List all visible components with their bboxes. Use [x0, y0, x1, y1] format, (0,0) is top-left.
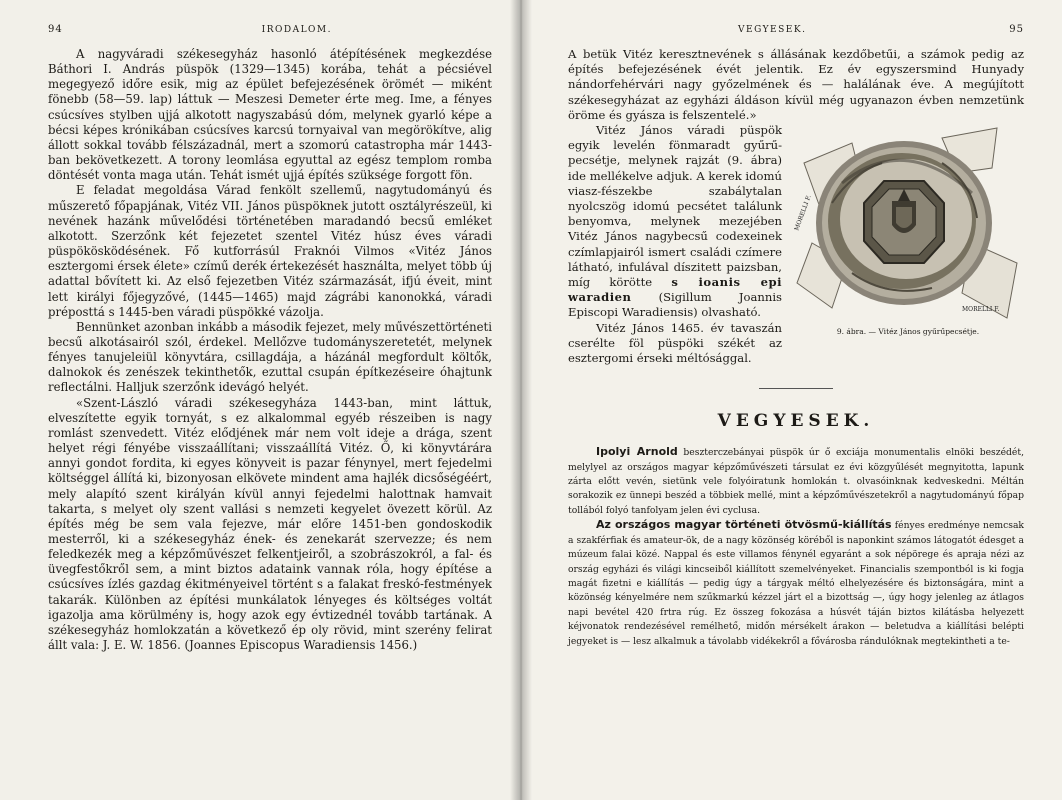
right-running-head: [568, 24, 1024, 35]
right-running-title: VEGYESEK.: [738, 25, 807, 35]
seal-paragraph-before: Vitéz János váradi püspök egyik levelén fönmaradt gyűrű-pecsétje, melynek rajzát (9. ábra) ide mellékelve adjuk. A kerek idomú viasz-fészekbe szabálytalan nyolcszög idomú pecsétet találunk benyomva, melynek mezejében Vitéz János nagybecsű codexeinek czímlapjairól ismert családi czímere látható, infulával díszitett paizsban, míg körötte: [568, 123, 782, 290]
misc-item-2-lead: Az országos magyar történeti ötvösmű-kiállítás: [596, 518, 892, 532]
seal-paragraph-after: (Sigillum Joannis Episcopi Waradiensis) olvasható.: [568, 290, 782, 320]
left-paragraph-1: A nagyváradi székesegyház hasonló átépítésének megkezdése Báthori I. András püspök (1329—1345) korába, tehát a pécsiével megegyező időre esik, mig az épület befejezésének örömét — miként fönebb (58—59. lap) láttuk — Meszesi Demeter érte meg. Ime, a fényes csúcsíves stylben ujjá alkotott nagyszabású dóm, melynek gyarló képe a bécsi képes krónikában csúcsíves karcsú tornyaival van megörökítve, alig állott sokkal tovább félszázadnál, mert a szomorú catastropha már 1443-ban bekövetkezett. A torony leomlása egyuttal az egész templom romba döntését vonta maga után. Tehát ismét ujjá építés szüksége forgott fön.: [48, 47, 492, 183]
right-page-number: 95: [1009, 24, 1024, 35]
right-page: [518, 0, 1062, 800]
left-page: [0, 0, 518, 800]
misc-item-1-text: beszterczebányai püspök úr ő exciája monumentalis elnöki beszédét, melylyel az országos magyar képzőművészeti társulat ez évi közgyűlését megnyitotta, lapunk zárta előtt vevén, sietünk vele folyóiratunk homlokán t. olvasóinknak kedveskedni. Méltán sorakozik ez ünnepi beszéd a többiek mellé, mint a képzőművészetekről a nagytudományú főpap tollából folyó tanfolyam jelen évi cyclusa.: [568, 447, 1024, 516]
misc-item-2: [568, 518, 1024, 649]
miscellany-items: [568, 445, 1024, 649]
left-running-head: [48, 24, 492, 35]
section-title: VEGYESEK.: [717, 411, 875, 432]
figure-caption: 9. ábra. — Vitéz János gyűrűpecsétje.: [836, 327, 980, 337]
seal-illustration: [792, 123, 1020, 323]
seal-inscription: s ioanis epi waradien: [568, 275, 783, 305]
misc-item-1: [568, 445, 1024, 518]
left-paragraph-4: «Szent-László váradi székesegyháza 1443-ban, mint láttuk, elveszítette egyik tornyát, s ez alkalommal egyéb részeiben is nagy romlást szenvedett. Vitéz elődjének már nem volt ideje a drága, szent helyet régi fényébe visszaállítani; visszaállítá Vitéz. Ő, ki könyvtárára annyi gondot fordita, ki egyes könyveit is pazar fénynyel, mert fejedelmi költséggel állítá ki, bizonyosan elkövete mindent ama hajlék dicsőségéért, mely alapító szent királyán kívül annyi fejedelmi halottnak hamvait takarta, s melyet oly szent vallási s nemzeti kegyelet övezett körül. Az építés még be sem vala fejezve, már előre 1451-ben gondoskodik mesterről, ki a székesegyház ének- és zenekarát szervezze; és nem feledkezék meg a képzőművészet felkentjeiről, a szobrászokról, a fal- és üvegfestőkről sem, a mint biztos adataink vannak róla, hogy építése a csúcsíves ízlés gazdag ékitményeivel történt s a falakat freskó-festmények takarák. Különben az építési munkálatok lényeges és költséges voltát igazolja ama körülmény is, hogy azok egy évtizednél tovább tartának. A székesegyház homlokzatán a következő ép oly rövid, mint szerény felirat állt vala: J. E. W. 1856. (Joannes Episcopus Waradiensis 1456.): [48, 395, 492, 653]
misc-item-2-text: fényes eredménye nemcsak a szakférfiak és amateur-ök, de a nagy közönség köréből is naponkint számos látogatót édesget a múzeum falai közé. Nappal és este villamos fénynél egyaránt a sok népörege és apraja nézi az ország egyházi és világi kincseiből kiállított szemelvényeket. Financialis szempontból is ki fogja magát fizetni e kiállítás — pedig úgy a tárgyak méltó elhelyezésére és biztonságára, mint a közönség kényelmére nem szűkmarkú kézzel járt el a bizottság —, úgy hogy jelenleg az átlagos napi bevétel 420 frtra rúg. Ez összeg fokozása a húsvét táján biztos kilátásba helyezett kéjvonatok rendezésével remélhető, midőn mérsékelt árakon — beletudva a kiállítási belépti jegyeket is — lesz alkalmuk a távolabb vidékekről a fővárosba rándulóknak megtekintheti a te-: [568, 520, 1024, 647]
left-page-number: 94: [48, 24, 63, 35]
section-divider: [759, 388, 833, 389]
engraver-mark: MORELLI F.: [793, 194, 813, 232]
misc-item-1-lead: Ipolyi Arnold: [596, 445, 678, 459]
left-paragraph-3: Bennünket azonban inkább a második fejezet, mely művészettörténeti becsű alkotásairól szól, érdekel. Mellőzve tudományszeretetét, melynek fényes tanujeleiül könyvtára, csillagdája, a házánál megfordult költők, dalnokok és zenészek tekinthetők, ezuttal csupán építkezéseire óhajtunk reflectálni. Halljuk szerzőnk idevágó helyét.: [48, 319, 492, 395]
closing-paragraph: Vitéz János 1465. év tavaszán cserélte föl püspöki székét az esztergomi érseki méltósággal.: [568, 320, 782, 366]
left-paragraph-2: E feladat megoldása Várad fenkölt szellemű, nagytudományú és műszerető főpapjának, Vitéz VII. János püspöknek jutott osztályrészeül, ki nevének hazánk művelődési történetében maradandó becsű emléket alkotott. Szerzőnk két fejezetet szentel Vitéz húsz éves váradi püspökösködésének. Fő kutforrásúl Fraknói Vilmos «Vitéz János esztergomi érsek élete» czímű derék értekezését használta, melyet több új adattal bővített ki. Az első fejezetben Vitéz származását, ifjú éveit, mint lett királyi főjegyzővé, (1445—1465) majd zágrábi kanonokká, váradi préposttá s 1445-ben váradi püspökké vázolja.: [48, 183, 492, 319]
left-running-title: IRODALOM.: [261, 25, 332, 35]
right-continuation: A betük Vitéz keresztnevének s állásának kezdőbetűi, a számok pedig az építés befejezésének évét jelentik. Ez év egyszersmind Hunyady nándorfehérvári nagy győzelmének és — halálának éve. A megújított székesegyházat az egyházi áldáson kívül még ugyanazon évben nemzetünk öröme és gyásza is felszentelé.»: [568, 47, 1024, 122]
seal-figure: [792, 123, 1024, 336]
engraver-mark-2: MORELLI F.: [962, 306, 1000, 314]
